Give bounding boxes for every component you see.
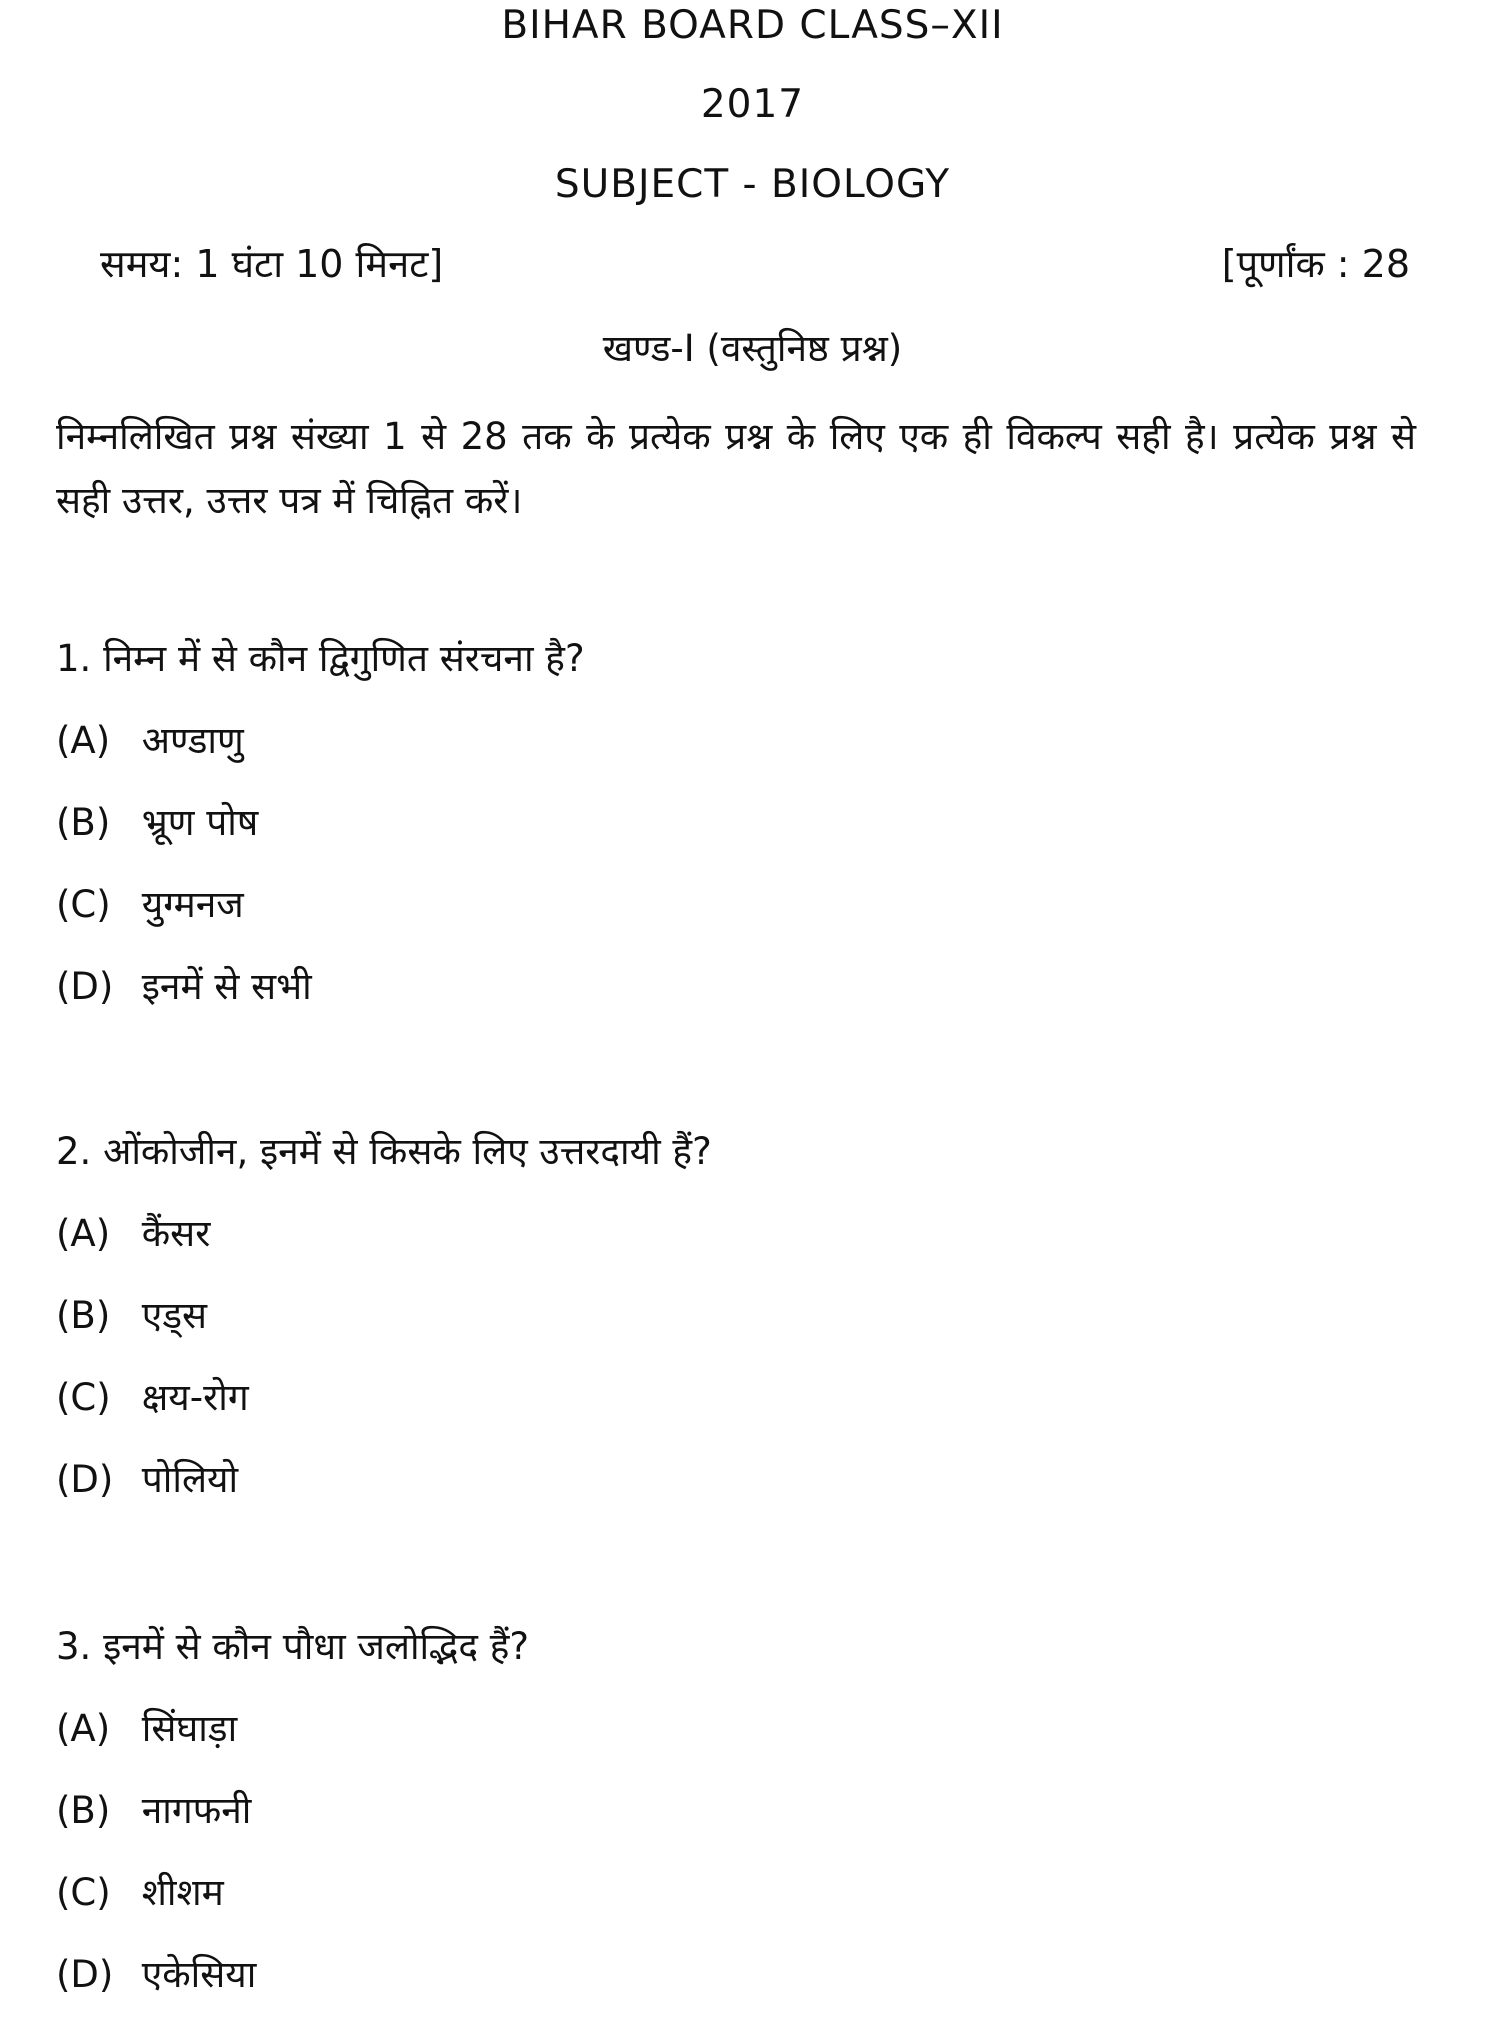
option-text: नागफनी [141,1789,252,1832]
option-label: (A) [56,1707,111,1750]
option-label: (C) [56,1376,111,1419]
option-d [56,1953,1356,2038]
question-text: 1. निम्न में से कौन द्विगुणित संरचना है? [56,637,585,680]
question-text: 2. ओंकोजीन, इनमें से किसके लिए उत्तरदायी हैं? [56,1130,712,1173]
option-text: एकेसिया [141,1953,257,1996]
option-text: इनमें से सभी [141,965,312,1008]
option-label: (D) [56,965,114,1008]
question-1 [56,637,1356,1050]
option-c [56,1871,1356,1956]
option-text: सिंघाड़ा [141,1707,238,1750]
option-text: कैंसर [141,1212,211,1255]
option-text: शीशम [141,1871,224,1914]
option-label: (C) [56,1871,111,1914]
option-d [56,1458,1356,1543]
option-label: (C) [56,883,111,926]
time-limit: समय: 1 घंटा 10 मिनट] [100,242,444,286]
option-c [56,883,1356,968]
option-label: (B) [56,1294,111,1337]
section-heading: खण्ड-I (वस्तुनिष्ठ प्रश्न) [602,327,903,370]
question-2 [56,1130,1356,1543]
option-label: (D) [56,1953,114,1996]
option-text: क्षय-रोग [141,1376,249,1419]
subject-title: SUBJECT - BIOLOGY [554,162,951,207]
option-label: (D) [56,1458,114,1501]
board-title: BIHAR BOARD CLASS–XII [501,3,1004,48]
instructions-paragraph: निम्नलिखित प्रश्न संख्या 1 से 28 तक के प्रत्येक प्रश्न के लिए एक ही विकल्प सही है। प्रत्येक प्रश्न से सही उत्तर, उत्तर पत्र में चिह्नित करें। [56,415,1416,522]
option-label: (B) [56,801,111,844]
exam-year: 2017 [700,82,805,127]
option-d [56,965,1356,1050]
option-label: (A) [56,719,111,762]
total-marks: [पूर्णांक : 28 [1221,242,1410,286]
exam-meta [100,242,1410,295]
option-b [56,801,1356,886]
option-a [56,719,1356,804]
option-b [56,1294,1356,1379]
option-label: (A) [56,1212,111,1255]
option-text: युग्मनज [141,883,244,926]
option-text: भ्रूण पोष [141,801,259,844]
option-b [56,1789,1356,1874]
option-text: अण्डाणु [141,719,244,762]
option-a [56,1212,1356,1297]
option-a [56,1707,1356,1792]
option-text: पोलियो [141,1458,239,1501]
option-label: (B) [56,1789,111,1832]
question-text: 3. इनमें से कौन पौधा जलोद्भिद हैं? [56,1625,530,1668]
question-3 [56,1625,1356,2038]
option-text: एड्स [141,1294,208,1337]
option-c [56,1376,1356,1461]
